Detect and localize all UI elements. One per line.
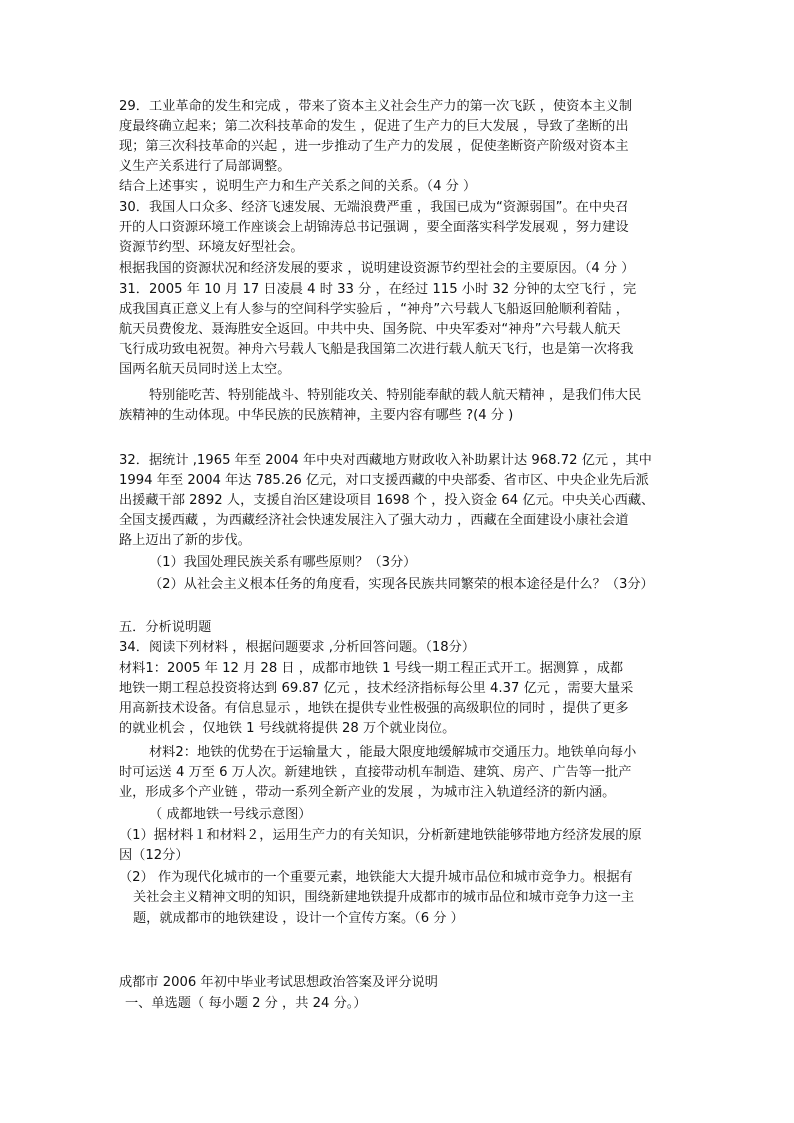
q30-question: 根据我国的资源状况和经济发展的要求 ，说明建设资源节约型社会的主要原因。（4 分 ） [119,261,635,276]
material2-line-2: 时可运送 4 万至 6 万人次。新建地铁 ，直接带动机车制造、建筑、房产、广告等一批产 [119,765,632,780]
material1-line-3: 用高新技术设备。有信息显示 ，地铁在提供专业性极强的高级职位的同时 ，提供了更多 [119,701,629,716]
q34-sub-2-line-1: （2） 作为现代化城市的一个重要元素，地铁能大大提升城市品位和城市竞争力。根据有 [119,870,633,885]
material2-line-1: 材料2：地铁的优势在于运输量大 ，能最大限度地缓解城市交通压力。地铁单向每小 [149,745,637,760]
q31-line-1: 31．2005 年 10 月 17 日凌晨 4 时 33 分 ，在经过 115 小时 32 分钟的太空飞行 ，完 [119,282,637,297]
q32-line-3: 出援藏干部 2892 人，支援自治区建设项目 1698 个 ，投入资金 64 亿元。中央关心西藏、 [119,493,655,508]
q34-sub-1-line-1: （1）据材料１和材料２，运用生产力的有关知识，分析新建地铁能够带地方经济发展的原 [119,828,642,843]
q32-line-5: 路上迈出了新的步伐。 [119,533,251,548]
answers-section-1: 一、单选题（ 每小题 2 分 ，共 24 分。） [125,996,367,1011]
q31-line-2: 成我国真正意义上有人参与的空间科学实验后 ，“神舟”六号载人飞船返回舱顺利着陆 ， [119,302,629,317]
q31-para2-line-1: 特别能吃苦、特别能战斗、特别能攻关、特别能奉献的载人航天精神 ，是我们伟大民 [149,388,642,403]
material2-line-3: 业，形成多个产业链 ，带动一系列全新产业的发展 ，为城市注入轨道经济的新内涵。 [119,785,616,800]
q30-line-1: 30．我国人口众多、经济飞速发展、无端浪费严重 ，我国已成为“资源弱国”。在中央召 [119,200,629,215]
q34-sub-2-line-2: 关社会主义精神文明的知识，围绕新建地铁提升成都市的城市品位和城市竞争力这一主 [133,890,635,905]
q30-line-2: 开的人口资源环境工作座谈会上胡锦涛总书记强调 ，要全面落实科学发展观 ，努力建设 [119,220,629,235]
q34-sub-2-line-3: 题，就成都市的地铁建设 ，设计一个宣传方案。（6 分 ） [133,911,464,926]
q31-question: 族精神的生动体现。中华民族的民族精神，主要内容有哪些 ?(4 分 ) [119,408,514,423]
section-title-analysis: 五．分析说明题 [119,620,212,635]
q29-line-2: 度最终确立起来；第二次科技革命的发生 ，促进了生产力的巨大发展 ，导致了垄断的出 [119,119,629,134]
q31-line-5: 国两名航天员同时送上太空。 [119,362,291,377]
q31-line-3: 航天员费俊龙、聂海胜安全返回。中共中央、国务院、中央军委对“神舟”六号载人航天 [119,322,621,337]
material1-line-4: 的就业机会 ，仅地铁 1 号线就将提供 28 万个就业岗位。 [119,721,456,736]
q29-question: 结合上述事实 ，说明生产力和生产关系之间的关系。（4 分 ） [119,179,477,194]
q32-line-1: 32．据统计 ,1965 年至 2004 年中央对西藏地方财政收入补助累计达 968.72 亿元 ，其中 [119,453,652,468]
material1-line-1: 材料1：2005 年 12 月 28 日 ，成都市地铁 1 号线一期工程正式开工。据测算 ，成都 [119,661,624,676]
q29-line-1: 29．工业革命的发生和完成 ，带来了资本主义社会生产力的第一次飞跃 ，使资本主义制 [119,99,633,114]
map-caption: （ 成都地铁一号线示意图） [149,807,312,822]
q31-line-4: 飞行成功致电祝贺。神舟六号载人飞船是我国第二次进行载人航天飞行，也是第一次将我 [119,342,634,357]
material1-line-2: 地铁一期工程总投资将达到 69.87 亿元 ，技术经济指标每公里 4.37 亿元 ，需要大量采 [119,681,634,696]
q32-line-4: 全国支援西藏 ，为西藏经济社会快速发展注入了强大动力 ，西藏在全面建设小康社会道 [119,513,629,528]
q29-line-4: 义生产关系进行了局部调整。 [119,159,291,174]
q29-line-3: 现；第三次科技革命的兴起 ，进一步推动了生产力的发展 ，促使垄断资产阶级对资本主 [119,139,629,154]
q32-line-2: 1994 年至 2004 年达 785.26 亿元，对口支援西藏的中央部委、省市区、中央企业先后派 [119,473,649,488]
q32-sub-question-1: （1）我国处理民族关系有哪些原则？（3分） [149,555,417,570]
q32-sub-question-2: （2）从社会主义根本任务的角度看，实现各民族共同繁荣的根本途径是什么？（3分） [149,577,654,592]
q30-line-3: 资源节约型、环境友好型社会。 [119,240,304,255]
q34-intro: 34．阅读下列材料 ，根据问题要求 ,分析回答问题。（18分） [119,640,476,655]
answers-title: 成都市 2006 年初中毕业考试思想政治答案及评分说明 [119,975,438,990]
q34-sub-1-line-2: 因（12分） [119,848,189,863]
